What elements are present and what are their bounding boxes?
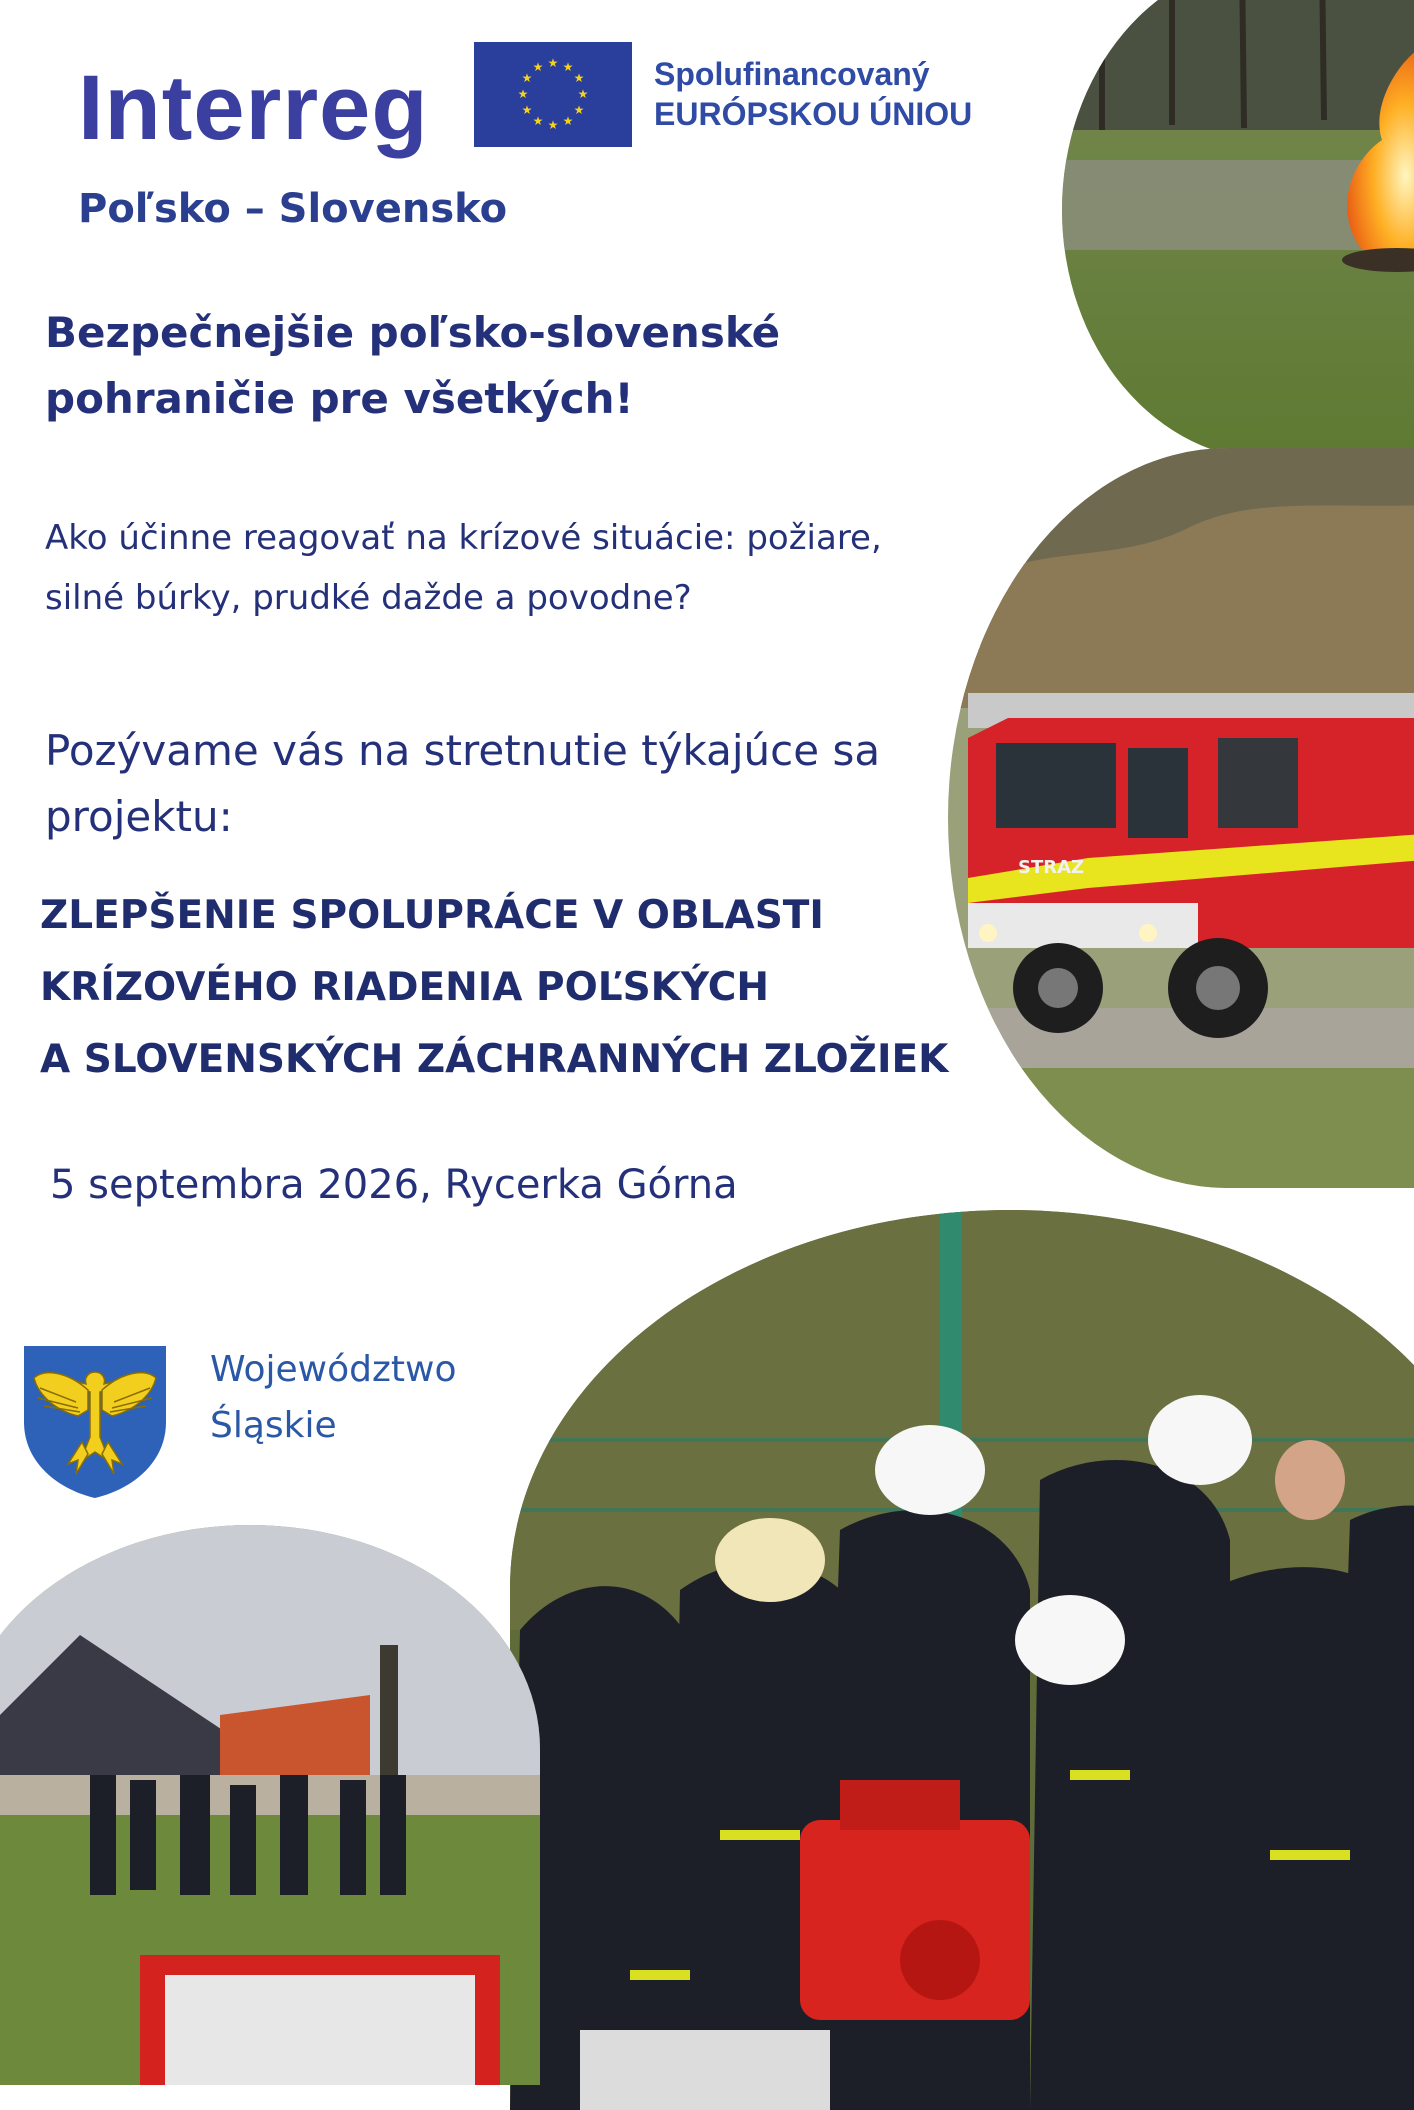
project-title-line3: A SLOVENSKÝCH ZÁCHRANNÝCH ZLOŽIEK <box>40 1037 949 1082</box>
eu-flag-icon <box>474 42 632 147</box>
invite-line1: Pozývame vás na stretnutie týkajúce sa <box>45 726 881 775</box>
svg-text:★: ★ <box>521 103 533 117</box>
svg-text:★: ★ <box>547 118 559 132</box>
svg-text:★: ★ <box>577 87 589 101</box>
truck-label: STRAZ <box>1018 857 1085 878</box>
headline <box>45 300 885 432</box>
partner-name-line1: Województwo <box>210 1349 457 1390</box>
headline-line1: Bezpečnejšie poľsko-slovenské <box>45 308 781 357</box>
svg-text:★: ★ <box>521 71 533 85</box>
silesia-eagle-crest-icon <box>20 1342 170 1502</box>
invite-text <box>45 718 925 850</box>
invite-line2: projektu: <box>45 792 233 841</box>
project-title-line2: KRÍZOVÉHO RIADENIA POĽSKÝCH <box>40 965 770 1010</box>
event-date-place: 5 septembra 2026, Rycerka Górna <box>50 1162 738 1208</box>
svg-text:★: ★ <box>547 56 559 70</box>
program-region: Poľsko – Slovensko <box>78 186 508 232</box>
eu-cofinancing-line1: Spolufinancovaný <box>654 56 930 92</box>
svg-text:★: ★ <box>532 60 544 74</box>
interreg-logo: Interreg <box>78 57 429 159</box>
headline-line2: pohraničie pre všetkých! <box>45 374 634 423</box>
eu-cofinancing-line2: EURÓPSKOU ÚNIOU <box>654 96 973 132</box>
question-text <box>45 508 925 628</box>
partner-name <box>210 1342 456 1454</box>
partner-name-line2: Śląskie <box>210 1405 337 1446</box>
photo-fire-pan <box>1062 0 1414 460</box>
photo-building-firefighters <box>0 1525 540 2085</box>
project-title-line1: ZLEPŠENIE SPOLUPRÁCE V OBLASTI <box>40 893 824 938</box>
svg-text:★: ★ <box>562 60 574 74</box>
svg-text:★: ★ <box>573 103 585 117</box>
question-line2: silné búrky, prudké dažde a povodne? <box>45 578 692 618</box>
eu-cofinancing-text <box>654 54 972 134</box>
photo-fire-truck <box>948 448 1414 1188</box>
project-title <box>40 880 980 1096</box>
question-line1: Ako účinne reagovať na krízové situácie: požiare, <box>45 518 882 558</box>
svg-text:★: ★ <box>562 114 574 128</box>
svg-text:★: ★ <box>532 114 544 128</box>
photo-firefighters-pump <box>510 1210 1414 2110</box>
svg-text:★: ★ <box>573 71 585 85</box>
svg-text:★: ★ <box>517 87 529 101</box>
